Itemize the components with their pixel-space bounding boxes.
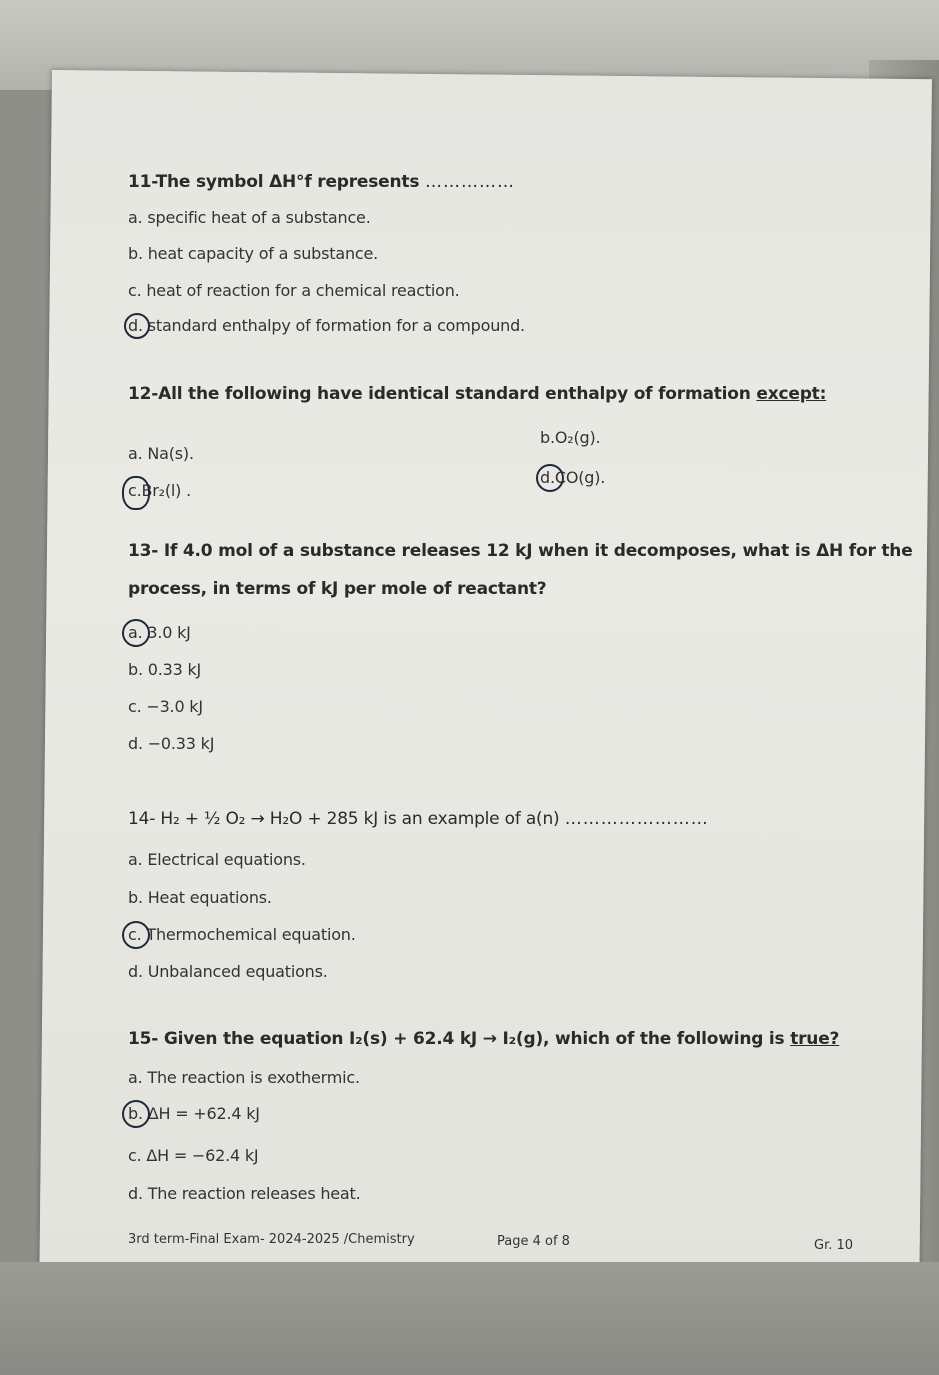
q11-stem: 11-The symbol ΔH°f represents …………… [128,172,515,192]
q12-stem: 12-All the following have identical standard enthalpy of formation except: [128,384,827,404]
q11-option-a: a. specific heat of a substance. [128,208,371,227]
answer-circle-mark [124,313,150,339]
answer-circle-mark [536,464,564,492]
footer-grade: Gr. 10 [814,1238,854,1253]
answer-circle-mark [122,476,150,510]
footer-exam-info: 3rd term-Final Exam- 2024-2025 /Chemistry [128,1232,415,1247]
footer-page-number: Page 4 of 8 [497,1234,570,1249]
q13-option-d: d. −0.33 kJ [128,734,215,753]
q14-stem: 14- H₂ + ½ O₂ → H₂O + 285 kJ is an example of a(n) …………………… [128,809,709,829]
q13-stem-line2: process, in terms of kJ per mole of reactant? [128,579,547,599]
answer-circle-mark [122,921,150,949]
q12-option-d: d.CO(g). [540,468,606,487]
q15-stem: 15- Given the equation I₂(s) + 62.4 kJ → I₂(g), which of the following is true? [128,1029,840,1049]
q12-option-c: c.Br₂(l) . [128,481,191,500]
q13-option-a: a. 3.0 kJ [128,623,191,642]
q15-option-c: c. ΔH = −62.4 kJ [128,1146,259,1165]
q15-option-a: a. The reaction is exothermic. [128,1068,360,1087]
q14-option-b: b. Heat equations. [128,888,272,907]
q11-option-c: c. heat of reaction for a chemical reaction. [128,281,460,300]
q13-option-c: c. −3.0 kJ [128,697,203,716]
q13-option-b: b. 0.33 kJ [128,660,202,679]
q13-stem-line1: 13- If 4.0 mol of a substance releases 12 kJ when it decomposes, what is ΔH for the [128,541,913,561]
answer-circle-mark [122,619,150,647]
q15-option-d: d. The reaction releases heat. [128,1184,361,1203]
q11-option-b: b. heat capacity of a substance. [128,244,379,263]
q12-option-a: a. Na(s). [128,444,194,463]
q14-option-a: a. Electrical equations. [128,850,306,869]
q12-option-b: b.O₂(g). [540,428,601,447]
q14-option-d: d. Unbalanced equations. [128,962,328,981]
q14-option-c: c. Thermochemical equation. [128,925,356,944]
answer-circle-mark [122,1100,150,1128]
q15-option-b: b. ΔH = +62.4 kJ [128,1104,260,1123]
q11-option-d: d. standard enthalpy of formation for a compound. [128,316,525,335]
